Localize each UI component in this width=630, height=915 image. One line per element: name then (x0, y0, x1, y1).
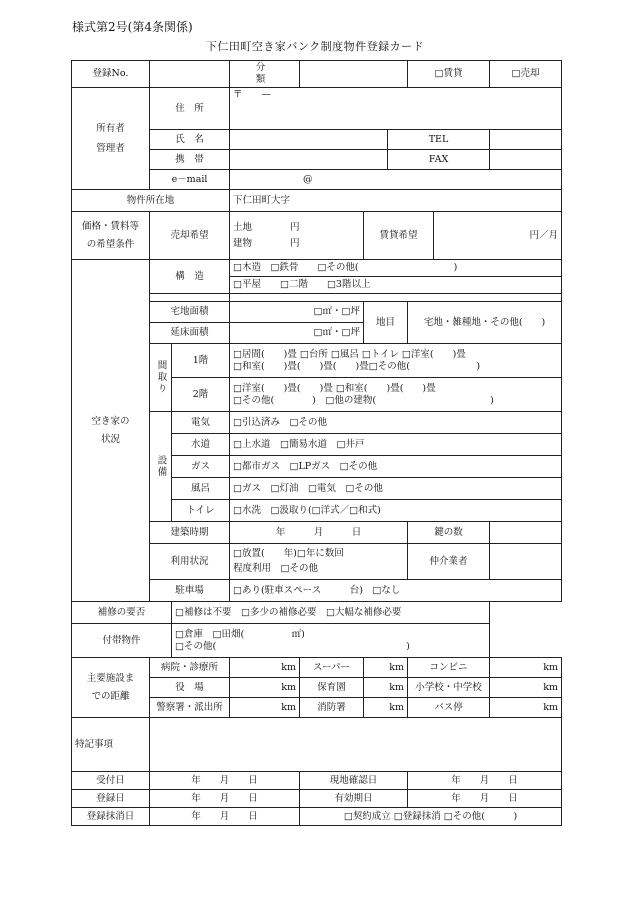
repair-label: 補修の要否 (72, 602, 172, 624)
keys-label: 鍵の数 (408, 522, 490, 544)
form-number: 様式第2号(第4条関係) (72, 20, 193, 34)
address-field[interactable] (230, 88, 562, 130)
floor-area-field[interactable]: □㎡・□坪 (230, 323, 364, 344)
bath-field[interactable]: □ガス □灯油 □電気 □その他 (230, 478, 562, 500)
land-price: 土地 円 (233, 221, 300, 233)
name-label: 氏 名 (150, 130, 230, 150)
usage-line1: □放置( 年)□年に数回 (233, 548, 344, 559)
sale-wish-label: 売却希望 (150, 212, 230, 260)
bus-distance[interactable]: km (490, 698, 562, 718)
valid-label: 有効期日 (300, 790, 408, 808)
category-field[interactable] (300, 61, 408, 88)
building-price: 建物 円 (233, 237, 300, 249)
sale-wish-field[interactable] (230, 212, 364, 260)
registered-date[interactable]: 年 月 日 (150, 790, 300, 808)
price-label-line1: 価格・賃料等 (81, 220, 139, 232)
delisted-date[interactable]: 年 月 日 (150, 808, 300, 826)
built-label: 建築時期 (150, 522, 230, 544)
broker-field[interactable] (490, 544, 562, 580)
floor-area-label: 延床面積 (150, 323, 230, 344)
hospital-label: 病院・診療所 (150, 658, 230, 678)
sale-checkbox[interactable]: □売却 (490, 61, 562, 88)
toilet-field[interactable]: □水洗 □汲取り(□洋式／□和式) (230, 500, 562, 522)
floor2-line1: □洋室( )畳( )畳 □和室( )畳( )畳 (233, 382, 436, 394)
price-label-line2: の希望条件 (86, 238, 135, 250)
water-field[interactable]: □上水道 □簡易水道 □井戸 (230, 434, 562, 456)
attached-line1: □倉庫 □田畑( ㎡) (175, 628, 305, 640)
supermarket-label: スーパー (300, 658, 364, 678)
facilities-label: 設備 (150, 412, 172, 522)
registered-label: 登録日 (72, 790, 150, 808)
layout-label: 間取り (150, 344, 172, 412)
reg-no-field[interactable] (150, 61, 230, 88)
water-label: 水道 (172, 434, 230, 456)
parking-field[interactable]: □あり(駐車スペース 台) □なし (230, 580, 562, 602)
town-hall-label: 役 場 (150, 678, 230, 698)
owner-label (72, 88, 150, 190)
electricity-label: 電気 (172, 412, 230, 434)
delisted-label: 登録抹消日 (72, 808, 150, 826)
usage-line2: 程度利用 □その他 (233, 563, 318, 574)
postal-code: 〒 — (233, 89, 272, 100)
fire-distance[interactable]: km (364, 698, 408, 718)
category-label: 分 類 (230, 61, 300, 88)
police-label: 警察署・派出所 (150, 698, 230, 718)
fax-field[interactable] (490, 150, 562, 170)
mobile-field[interactable] (230, 150, 388, 170)
electricity-field[interactable]: □引込済み □その他 (230, 412, 562, 434)
tel-field[interactable] (490, 130, 562, 150)
condition-label-line1: 空き家の (91, 415, 130, 427)
structure-spacer (150, 294, 230, 302)
land-category-value[interactable]: 宅地・雑種地・その他( ) (408, 302, 562, 344)
bus-label: バス停 (408, 698, 490, 718)
hospital-distance[interactable]: km (230, 658, 300, 678)
floor1-label: 1階 (172, 344, 230, 378)
condition-label (72, 260, 150, 602)
police-distance[interactable]: km (230, 698, 300, 718)
notes-label: 特記事項 (72, 718, 150, 772)
built-field[interactable]: 年 月 日 (230, 522, 408, 544)
floor1-line2: □和室( )畳( )畳( )畳□その他( ) (233, 360, 481, 372)
rent-unit: 円／月 (529, 229, 559, 241)
location-field[interactable]: 下仁田町大字 (230, 190, 562, 212)
nursery-distance[interactable]: km (364, 678, 408, 698)
fax-label: FAX (388, 150, 490, 170)
rent-wish-field[interactable] (434, 212, 562, 260)
rent-wish-label: 賃貸希望 (364, 212, 434, 260)
bath-label: 風呂 (172, 478, 230, 500)
school-distance[interactable]: km (490, 678, 562, 698)
distance-label-line2: での距離 (91, 690, 130, 702)
structure-label: 構 造 (150, 260, 230, 294)
nursery-label: 保育園 (300, 678, 364, 698)
tel-label: TEL (388, 130, 490, 150)
form-title: 下仁田町空き家バンク制度物件登録カード (205, 40, 425, 53)
keys-field[interactable] (490, 522, 562, 544)
school-label: 小学校・中学校 (408, 678, 490, 698)
supermarket-distance[interactable]: km (364, 658, 408, 678)
parking-label: 駐車場 (150, 580, 230, 602)
floor1-field[interactable] (230, 344, 562, 378)
usage-field[interactable] (230, 544, 408, 580)
reg-no-label: 登録No. (72, 61, 150, 88)
fire-label: 消防署 (300, 698, 364, 718)
received-date[interactable]: 年 月 日 (150, 772, 300, 790)
lot-area-label: 宅地面積 (150, 302, 230, 323)
attached-label: 付帯物件 (72, 624, 172, 658)
floor1-line1: □居間( )畳 □台所 □風呂 □トイレ □洋室( )畳 (233, 348, 466, 360)
land-category-label: 地目 (364, 302, 408, 344)
attached-field[interactable] (172, 624, 490, 658)
usage-label: 利用状況 (150, 544, 230, 580)
convenience-label: コンビニ (408, 658, 490, 678)
convenience-distance[interactable]: km (490, 658, 562, 678)
received-label: 受付日 (72, 772, 150, 790)
delisted-reason[interactable]: □契約成立 □登録抹消 □その他( ) (300, 808, 562, 826)
registration-card-table (71, 60, 562, 826)
attached-line2: □その他( ) (175, 640, 410, 652)
toilet-label: トイレ (172, 500, 230, 522)
structure-spacer-field (230, 294, 562, 302)
name-field[interactable] (230, 130, 388, 150)
notes-field[interactable] (150, 718, 562, 772)
rent-checkbox[interactable]: □賃貸 (408, 61, 490, 88)
distance-label (72, 658, 150, 718)
email-at: @ (303, 173, 313, 185)
email-label: e－mail (150, 170, 230, 190)
lot-area-field[interactable]: □㎡・□坪 (230, 302, 364, 323)
mobile-label: 携 帯 (150, 150, 230, 170)
repair-field[interactable]: □補修は不要 □多少の補修必要 □大幅な補修必要 (172, 602, 490, 624)
floor2-line2: □その他( ) □他の建物( ) (233, 394, 494, 406)
address-label: 住 所 (150, 88, 230, 130)
structure-line2[interactable]: □平屋 □二階 □3階以上 (230, 277, 562, 294)
structure-line1[interactable]: □木造 □鉄骨 □その他( ) (230, 260, 562, 277)
floor2-field[interactable] (230, 378, 562, 412)
owner-label-line2: 管理者 (96, 142, 125, 154)
price-label (72, 212, 150, 260)
email-field[interactable] (230, 170, 562, 190)
gas-field[interactable]: □都市ガス □LPガス □その他 (230, 456, 562, 478)
gas-label: ガス (172, 456, 230, 478)
distance-label-line1: 主要施設ま (86, 672, 135, 684)
owner-label-line1: 所有者 (96, 122, 125, 134)
valid-date[interactable]: 年 月 日 (408, 790, 562, 808)
location-label: 物件所在地 (72, 190, 230, 212)
onsite-label: 現地確認日 (300, 772, 408, 790)
condition-label-line2: 状況 (100, 433, 120, 445)
onsite-date[interactable]: 年 月 日 (408, 772, 562, 790)
broker-label: 仲介業者 (408, 544, 490, 580)
floor2-label: 2階 (172, 378, 230, 412)
town-hall-distance[interactable]: km (230, 678, 300, 698)
